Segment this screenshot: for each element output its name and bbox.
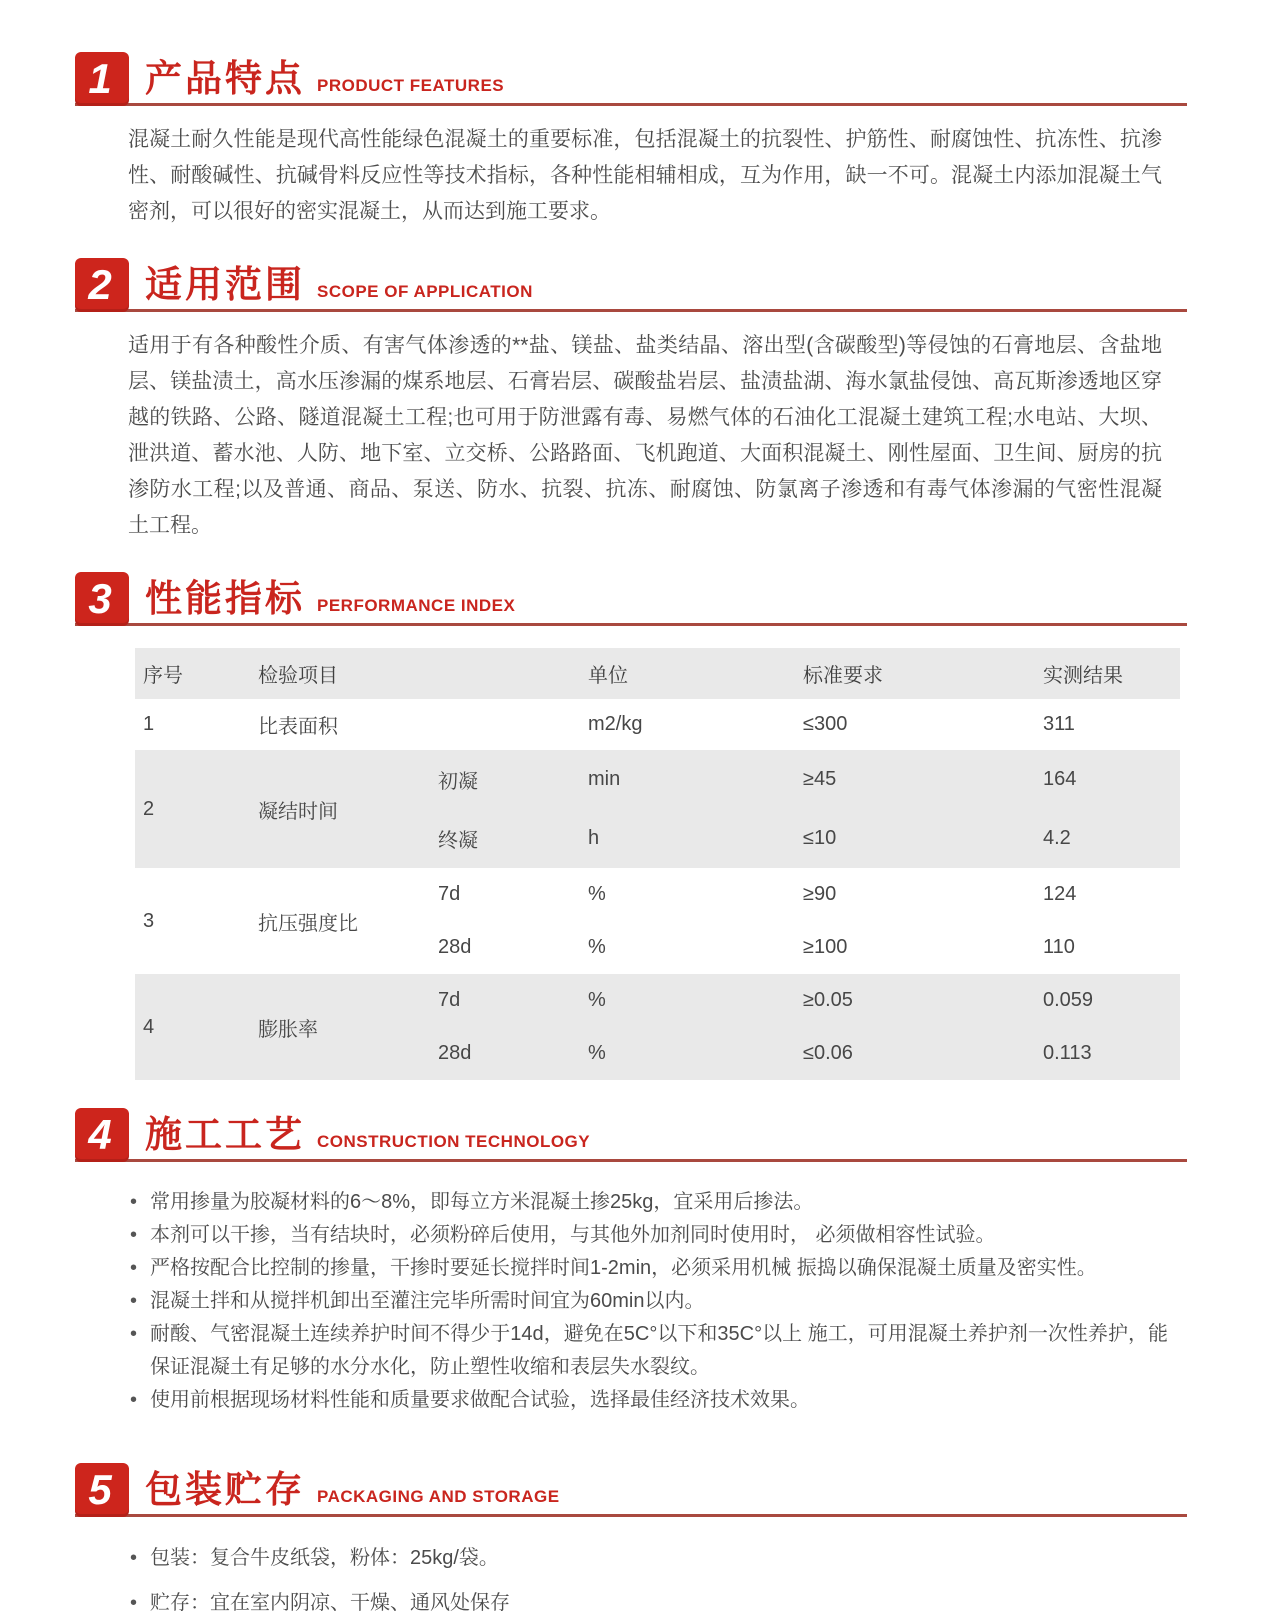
table-row-specific-surface	[135, 699, 1180, 750]
table-cell-result: 311	[1043, 713, 1075, 735]
table-row-expansion-7d	[135, 974, 1180, 1027]
table-cell-unit: %	[588, 883, 606, 905]
table-header-no: 序号	[135, 648, 250, 699]
packaging-item: • 包装：复合牛皮纸袋，粉体：25kg/袋。	[128, 1541, 1168, 1575]
table-header-standard: 标准要求	[795, 648, 1035, 699]
table-cell-no: 1	[143, 713, 155, 735]
performance-index-table	[135, 648, 1180, 1080]
table-cell-unit: m2/kg	[588, 713, 643, 735]
section-construction-technology	[75, 1108, 1187, 1417]
table-cell-standard: ≥90	[803, 883, 837, 905]
section-4-header	[75, 1108, 1187, 1162]
table-cell-unit: %	[580, 1027, 795, 1080]
section-packaging-storage	[75, 1463, 1187, 1620]
section-3-header	[75, 572, 1187, 626]
table-cell-result: 4.2	[1035, 809, 1180, 868]
table-cell-item: 比表面积	[258, 716, 338, 738]
section-3-number: 3	[88, 575, 112, 622]
table-cell-sub: 7d	[438, 883, 461, 905]
table-header-row	[135, 648, 1180, 699]
table-cell-no: 2	[135, 750, 250, 868]
section-5-title: 包装贮存	[145, 1469, 305, 1511]
table-cell-sub: 28d	[438, 936, 472, 958]
table-cell-result: 110	[1043, 936, 1075, 958]
table-cell-item: 凝结时间	[250, 750, 430, 868]
section-5-number: 5	[88, 1466, 112, 1513]
section-scope-of-application	[75, 258, 1187, 544]
section-3-title: 性能指标	[145, 578, 305, 620]
table-cell-result: 0.059	[1035, 974, 1180, 1027]
table-cell-no: 3	[143, 909, 155, 932]
section-5-subtitle: PACKAGING AND STORAGE	[317, 1487, 560, 1506]
table-cell-result: 124	[1043, 883, 1077, 905]
table-header-result: 实测结果	[1035, 648, 1180, 699]
construction-step: • 使用前根据现场材料性能和质量要求做配合试验，选择最佳经济技术效果。	[128, 1384, 1168, 1417]
section-1-paragraph: 混凝土耐久性能是现代高性能绿色混凝土的重要标准，包括混凝土的抗裂性、护筋性、耐腐蚀性、抗冻性、抗渗性、耐酸碱性、抗碱骨料反应性等技术指标，各种性能相辅相成，互为作用，缺一不可。混凝土内添加混凝土气密剂，可以很好的密实混凝土，从而达到施工要求。	[128, 128, 1162, 223]
section-2-title: 适用范围	[145, 264, 305, 306]
section-1-title: 产品特点	[145, 58, 305, 100]
table-cell-sub: 7d	[430, 974, 580, 1027]
section-4-title: 施工工艺	[145, 1114, 305, 1156]
section-2-header	[75, 258, 1187, 312]
section-1-subtitle: PRODUCT FEATURES	[317, 76, 505, 95]
section-1-number: 1	[88, 55, 112, 102]
table-cell-no: 4	[135, 974, 250, 1080]
section-2-number-badge	[75, 258, 129, 312]
table-cell-unit: min	[580, 750, 795, 809]
section-1-number-badge	[75, 52, 129, 106]
construction-step: • 常用掺量为胶凝材料的6～8%，即每立方米混凝土掺25kg，宜采用后掺法。	[128, 1186, 1168, 1219]
packaging-item: • 贮存：宜在室内阴凉、干燥、通风处保存	[128, 1586, 1168, 1620]
construction-step: • 本剂可以干掺，当有结块时，必须粉碎后使用，与其他外加剂同时使用时， 必须做相容性试验。	[128, 1219, 1168, 1252]
table-cell-unit: %	[580, 974, 795, 1027]
table-cell-standard: ≥100	[803, 936, 848, 958]
section-4-subtitle: CONSTRUCTION TECHNOLOGY	[317, 1132, 591, 1151]
section-4-number-badge	[75, 1108, 129, 1162]
construction-steps-list	[128, 1186, 1168, 1417]
table-cell-standard: ≥45	[795, 750, 1035, 809]
section-4-number: 4	[88, 1111, 112, 1158]
table-cell-standard: ≤0.06	[795, 1027, 1035, 1080]
section-2-paragraph: 适用于有各种酸性介质、有害气体渗透的**盐、镁盐、盐类结晶、溶出型(含碳酸型)等侵蚀的石膏地层、含盐地层、镁盐渍土，高水压渗漏的煤系地层、石膏岩层、碳酸盐岩层、盐渍盐湖、海水氯盐侵蚀、高瓦斯渗透地区穿越的铁路、公路、隧道混凝土工程;也可用于防泄露有毒、易燃气体的石油化工混凝土建筑工程;水电站、大坝、泄洪道、蓄水池、人防、地下室、立交桥、公路路面、飞机跑道、大面积混凝土、刚性屋面、卫生间、厨房的抗渗防水工程;以及普通、商品、泵送、防水、抗裂、抗冻、耐腐蚀、防氯离子渗透和有毒气体渗漏的气密性混凝土工程。	[128, 334, 1162, 537]
section-product-features	[75, 52, 1187, 230]
construction-step: • 混凝土拌和从搅拌机卸出至灌注完毕所需时间宜为60min以内。	[128, 1285, 1168, 1318]
table-row-setting-time-initial	[135, 750, 1180, 809]
section-performance-index	[75, 572, 1187, 1080]
section-5-number-badge	[75, 1463, 129, 1517]
table-cell-standard: ≤10	[795, 809, 1035, 868]
table-cell-item: 膨胀率	[250, 974, 430, 1080]
table-header-unit: 单位	[580, 648, 795, 699]
table-cell-standard: ≥0.05	[795, 974, 1035, 1027]
table-cell-sub: 终凝	[430, 809, 580, 868]
section-5-header	[75, 1463, 1187, 1517]
section-2-number: 2	[88, 261, 112, 308]
section-2-subtitle: SCOPE OF APPLICATION	[317, 282, 533, 301]
table-cell-result: 164	[1035, 750, 1180, 809]
table-cell-unit: h	[580, 809, 795, 868]
table-cell-result: 0.113	[1035, 1027, 1180, 1080]
construction-step: • 耐酸、气密混凝土连续养护时间不得少于14d，避免在5C°以下和35C°以上 施工，可用混凝土养护剂一次性养护，能保证混凝土有足够的水分水化，防止塑性收缩和表层失水裂纹。	[128, 1318, 1168, 1384]
section-1-header	[75, 52, 1187, 106]
section-3-number-badge	[75, 572, 129, 626]
table-cell-sub: 初凝	[430, 750, 580, 809]
table-cell-item: 抗压强度比	[258, 912, 358, 935]
table-header-item: 检验项目	[250, 648, 430, 699]
table-cell-unit: %	[588, 936, 606, 958]
section-3-subtitle: PERFORMANCE INDEX	[317, 596, 516, 615]
table-header-sub	[430, 648, 580, 699]
table-row-compressive-7d	[135, 868, 1180, 921]
packaging-storage-list	[128, 1541, 1168, 1620]
table-cell-standard: ≤300	[803, 713, 848, 735]
table-cell-sub: 28d	[430, 1027, 580, 1080]
construction-step: • 严格按配合比控制的掺量，干掺时要延长搅拌时间1-2min，必须采用机械 振捣以确保混凝土质量及密实性。	[128, 1252, 1168, 1285]
